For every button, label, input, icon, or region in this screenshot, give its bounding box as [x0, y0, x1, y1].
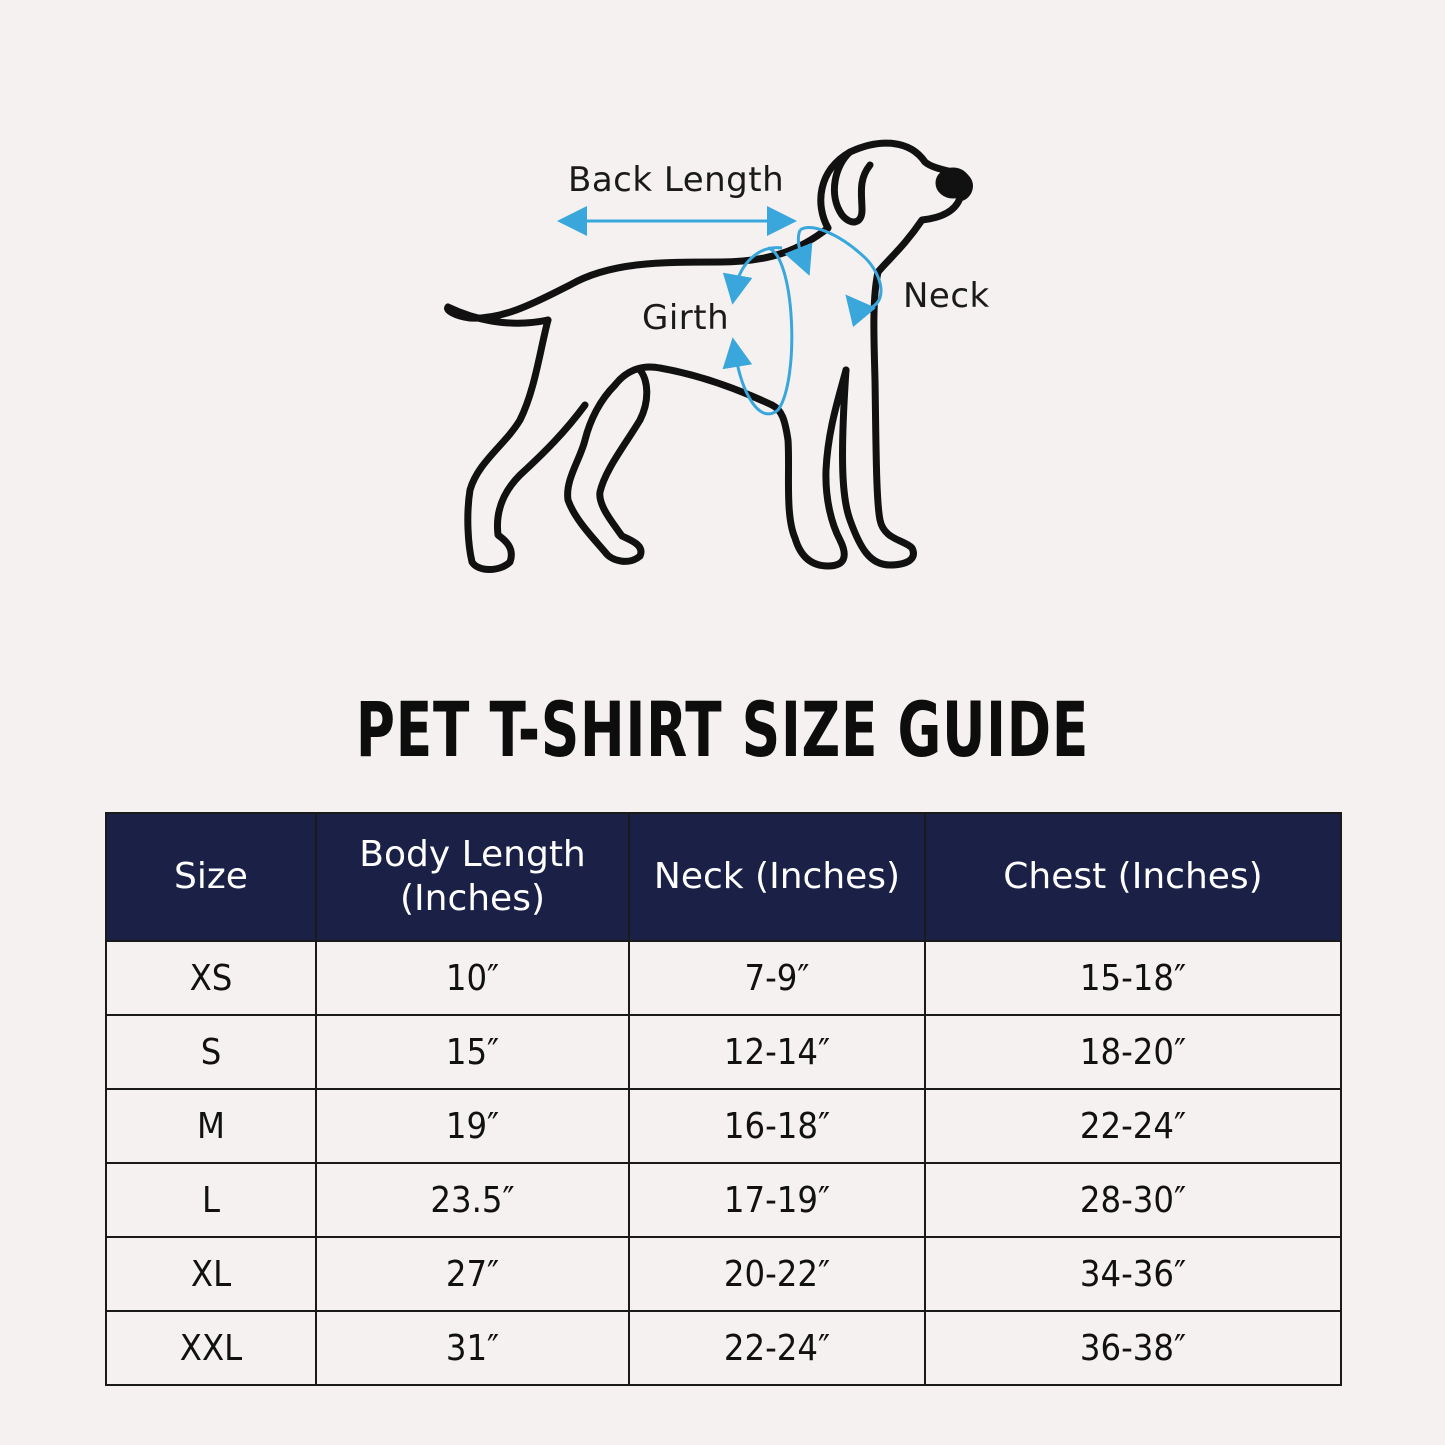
cell-size: XXL — [106, 1311, 316, 1385]
girth-label: Girth — [642, 298, 730, 338]
cell-chest: 36-38″ — [925, 1311, 1341, 1385]
cell-body-length: 23.5″ — [316, 1163, 629, 1237]
table-row — [106, 1311, 1341, 1385]
cell-chest: 15-18″ — [925, 941, 1341, 1015]
cell-size: L — [106, 1163, 316, 1237]
table-row — [106, 1163, 1341, 1237]
header-chest: Chest (Inches) — [925, 813, 1341, 941]
header-body-length — [316, 813, 629, 941]
cell-size: M — [106, 1089, 316, 1163]
cell-body-length: 27″ — [316, 1237, 629, 1311]
cell-chest: 18-20″ — [925, 1015, 1341, 1089]
table-row — [106, 941, 1341, 1015]
page-title: PET T-SHIRT SIZE GUIDE — [355, 685, 1090, 774]
cell-neck: 22-24″ — [629, 1311, 925, 1385]
cell-size: XL — [106, 1237, 316, 1311]
cell-body-length: 10″ — [316, 941, 629, 1015]
cell-body-length: 31″ — [316, 1311, 629, 1385]
cell-chest: 22-24″ — [925, 1089, 1341, 1163]
table-row — [106, 1089, 1341, 1163]
cell-neck: 16-18″ — [629, 1089, 925, 1163]
header-body-length-line2: (Inches) — [399, 878, 546, 919]
table-row — [106, 1237, 1341, 1311]
cell-size: S — [106, 1015, 316, 1089]
measurement-diagram — [0, 0, 1445, 640]
header-body-length-line1: Body Length — [359, 834, 586, 875]
cell-neck: 20-22″ — [629, 1237, 925, 1311]
cell-chest: 28-30″ — [925, 1163, 1341, 1237]
header-size: Size — [106, 813, 316, 941]
cell-body-length: 15″ — [316, 1015, 629, 1089]
cell-body-length: 19″ — [316, 1089, 629, 1163]
cell-neck: 12-14″ — [629, 1015, 925, 1089]
cell-chest: 34-36″ — [925, 1237, 1341, 1311]
back-length-label: Back Length — [568, 160, 785, 200]
table-header-row — [106, 813, 1341, 941]
cell-size: XS — [106, 941, 316, 1015]
size-table — [105, 812, 1342, 1386]
table-row — [106, 1015, 1341, 1089]
cell-neck: 17-19″ — [629, 1163, 925, 1237]
neck-label: Neck — [903, 276, 990, 316]
cell-neck: 7-9″ — [629, 941, 925, 1015]
header-neck: Neck (Inches) — [629, 813, 925, 941]
